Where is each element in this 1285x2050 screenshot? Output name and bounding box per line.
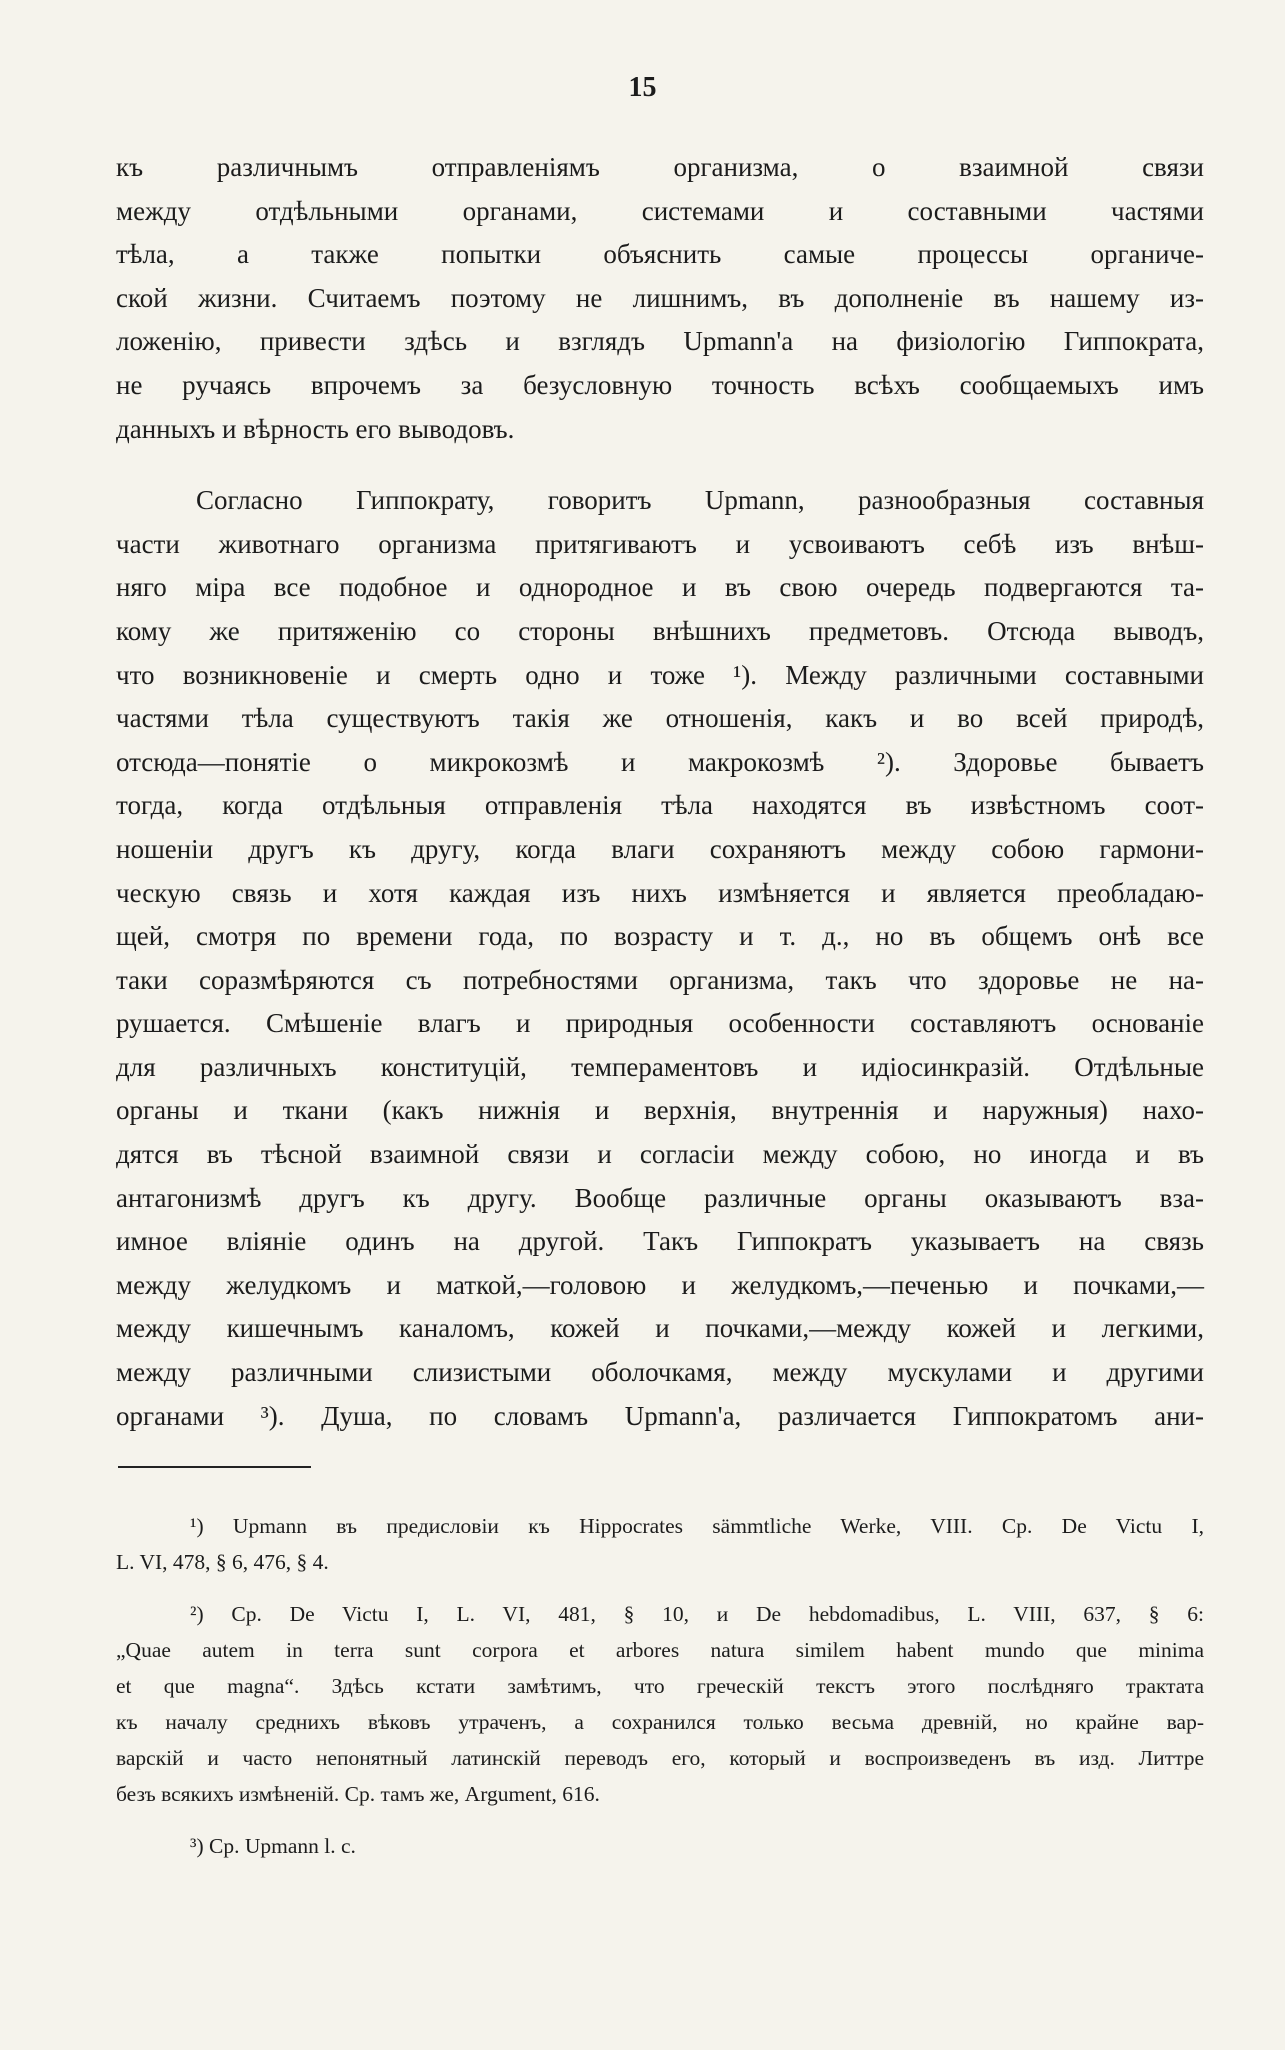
footnote-line: къ началу среднихъ вѣковъ утраченъ, а сохранился только весьма древній, но крайне вар-: [116, 1710, 1204, 1734]
paragraph: [116, 146, 1204, 451]
text-line: ческую связь и хотя каждая изъ нихъ измѣняется и является преобладаю-: [116, 877, 1204, 908]
footnotes: [116, 1508, 1204, 1864]
footnote-line: безъ всякихъ измѣненій. Cp. тамъ же, Argument, 616.: [116, 1782, 600, 1806]
footnote-line: et que magna“. Здѣсь кстати замѣтимъ, что греческій текстъ этого послѣдняго трактата: [116, 1674, 1204, 1698]
text-line: не ручаясь впрочемъ за безусловную точность всѣхъ сообщаемыхъ имъ: [116, 369, 1204, 400]
paragraph: [116, 479, 1204, 1438]
footnote-gap: [116, 1812, 1204, 1828]
text-line: таки соразмѣряются съ потребностями организма, такъ что здоровье не на-: [116, 964, 1204, 995]
footnote-line: ²) Cp. De Victu I, L. VI, 481, § 10, и De hebdomadibus, L. VIII, 637, § 6:: [190, 1602, 1204, 1626]
text-line: няго міра все подобное и однородное и въ свою очередь подвергаются та-: [116, 572, 1204, 603]
text-line: ской жизни. Считаемъ поэтому не лишнимъ, въ дополненіе въ нашему из-: [116, 282, 1204, 313]
text-line: тѣла, а также попытки объяснить самые процессы органиче-: [116, 239, 1204, 270]
text-line: органы и ткани (какъ нижнія и верхнія, внутреннія и наружныя) нахо-: [116, 1095, 1204, 1126]
footnote-line: „Quae autem in terra sunt corpora et arbores natura similem habent mundo que minima: [116, 1638, 1204, 1662]
text-line: Согласно Гиппократу, говоритъ Upmann, разнообразныя составныя: [196, 485, 1204, 516]
footnote-line: варскій и часто непонятный латинскій переводъ его, который и воспроизведенъ въ изд. Литтре: [116, 1746, 1204, 1770]
main-text: [116, 146, 1204, 1438]
footnote-line: ³) Cp. Upmann l. c.: [190, 1834, 356, 1858]
text-line: ношеніи другъ къ другу, когда влаги сохраняютъ между собою гармони-: [116, 833, 1204, 864]
text-line: рушается. Смѣшеніе влагъ и природныя особенности составляютъ основаніе: [116, 1008, 1204, 1039]
text-line: между кишечнымъ каналомъ, кожей и почками,—между кожей и легкими,: [116, 1313, 1204, 1344]
footnote-line: L. VI, 478, § 6, 476, § 4.: [116, 1550, 329, 1574]
text-line: частями тѣла существуютъ такія же отношенія, какъ и во всей природѣ,: [116, 703, 1204, 734]
text-line: что возникновеніе и смерть одно и тоже ¹). Между различными составными: [116, 659, 1204, 690]
text-line: отсюда—понятіе о микрокозмѣ и макрокозмѣ ²). Здоровье бываетъ: [116, 746, 1204, 777]
text-line: между различными слизистыми оболочкамя, между мускулами и другими: [116, 1357, 1204, 1388]
text-line: тогда, когда отдѣльныя отправленія тѣла находятся въ извѣстномъ соот-: [116, 790, 1204, 821]
text-line: данныхъ и вѣрность его выводовъ.: [116, 413, 515, 444]
text-line: между отдѣльными органами, системами и составными частями: [116, 195, 1204, 226]
text-line: къ различнымъ отправленіямъ организма, о взаимной связи: [116, 152, 1204, 182]
text-line: щей, смотря по времени года, по возрасту и т. д., но въ общемъ онѣ все: [116, 921, 1204, 952]
text-line: органами ³). Душа, по словамъ Upmann'а, различается Гиппократомъ ани-: [116, 1400, 1204, 1431]
footnote: [116, 1828, 1204, 1864]
text-line: антагонизмѣ другъ къ другу. Вообще различные органы оказываютъ вза-: [116, 1182, 1204, 1213]
text-line: кому же притяженію со стороны внѣшнихъ предметовъ. Отсюда выводъ,: [116, 615, 1204, 646]
footnote-divider: [118, 1466, 311, 1468]
text-line: для различныхъ конституцій, темпераментовъ и идіосинкразій. Отдѣльные: [116, 1051, 1204, 1082]
text-line: имное вліяніе одинъ на другой. Такъ Гиппократъ указываетъ на связь: [116, 1226, 1204, 1257]
footnote: [116, 1508, 1204, 1580]
text-line: между желудкомъ и маткой,—головою и желудкомъ,—печенью и почками,—: [116, 1269, 1204, 1300]
footnote-line: ¹) Upmann въ предисловіи къ Hippocrates sämmtliche Werke, VIII. Cp. De Victu I,: [190, 1514, 1204, 1538]
text-line: части животнаго организма притягиваютъ и усвоиваютъ себѣ изъ внѣш-: [116, 528, 1204, 559]
paragraph-gap: [116, 451, 1204, 479]
footnote: [116, 1596, 1204, 1812]
page-number: 15: [628, 72, 657, 103]
text-line: дятся въ тѣсной взаимной связи и согласіи между собою, но иногда и въ: [116, 1139, 1204, 1170]
footnote-gap: [116, 1580, 1204, 1596]
text-line: ложенію, привести здѣсь и взглядъ Upmann'а на физіологію Гиппократа,: [116, 326, 1204, 357]
